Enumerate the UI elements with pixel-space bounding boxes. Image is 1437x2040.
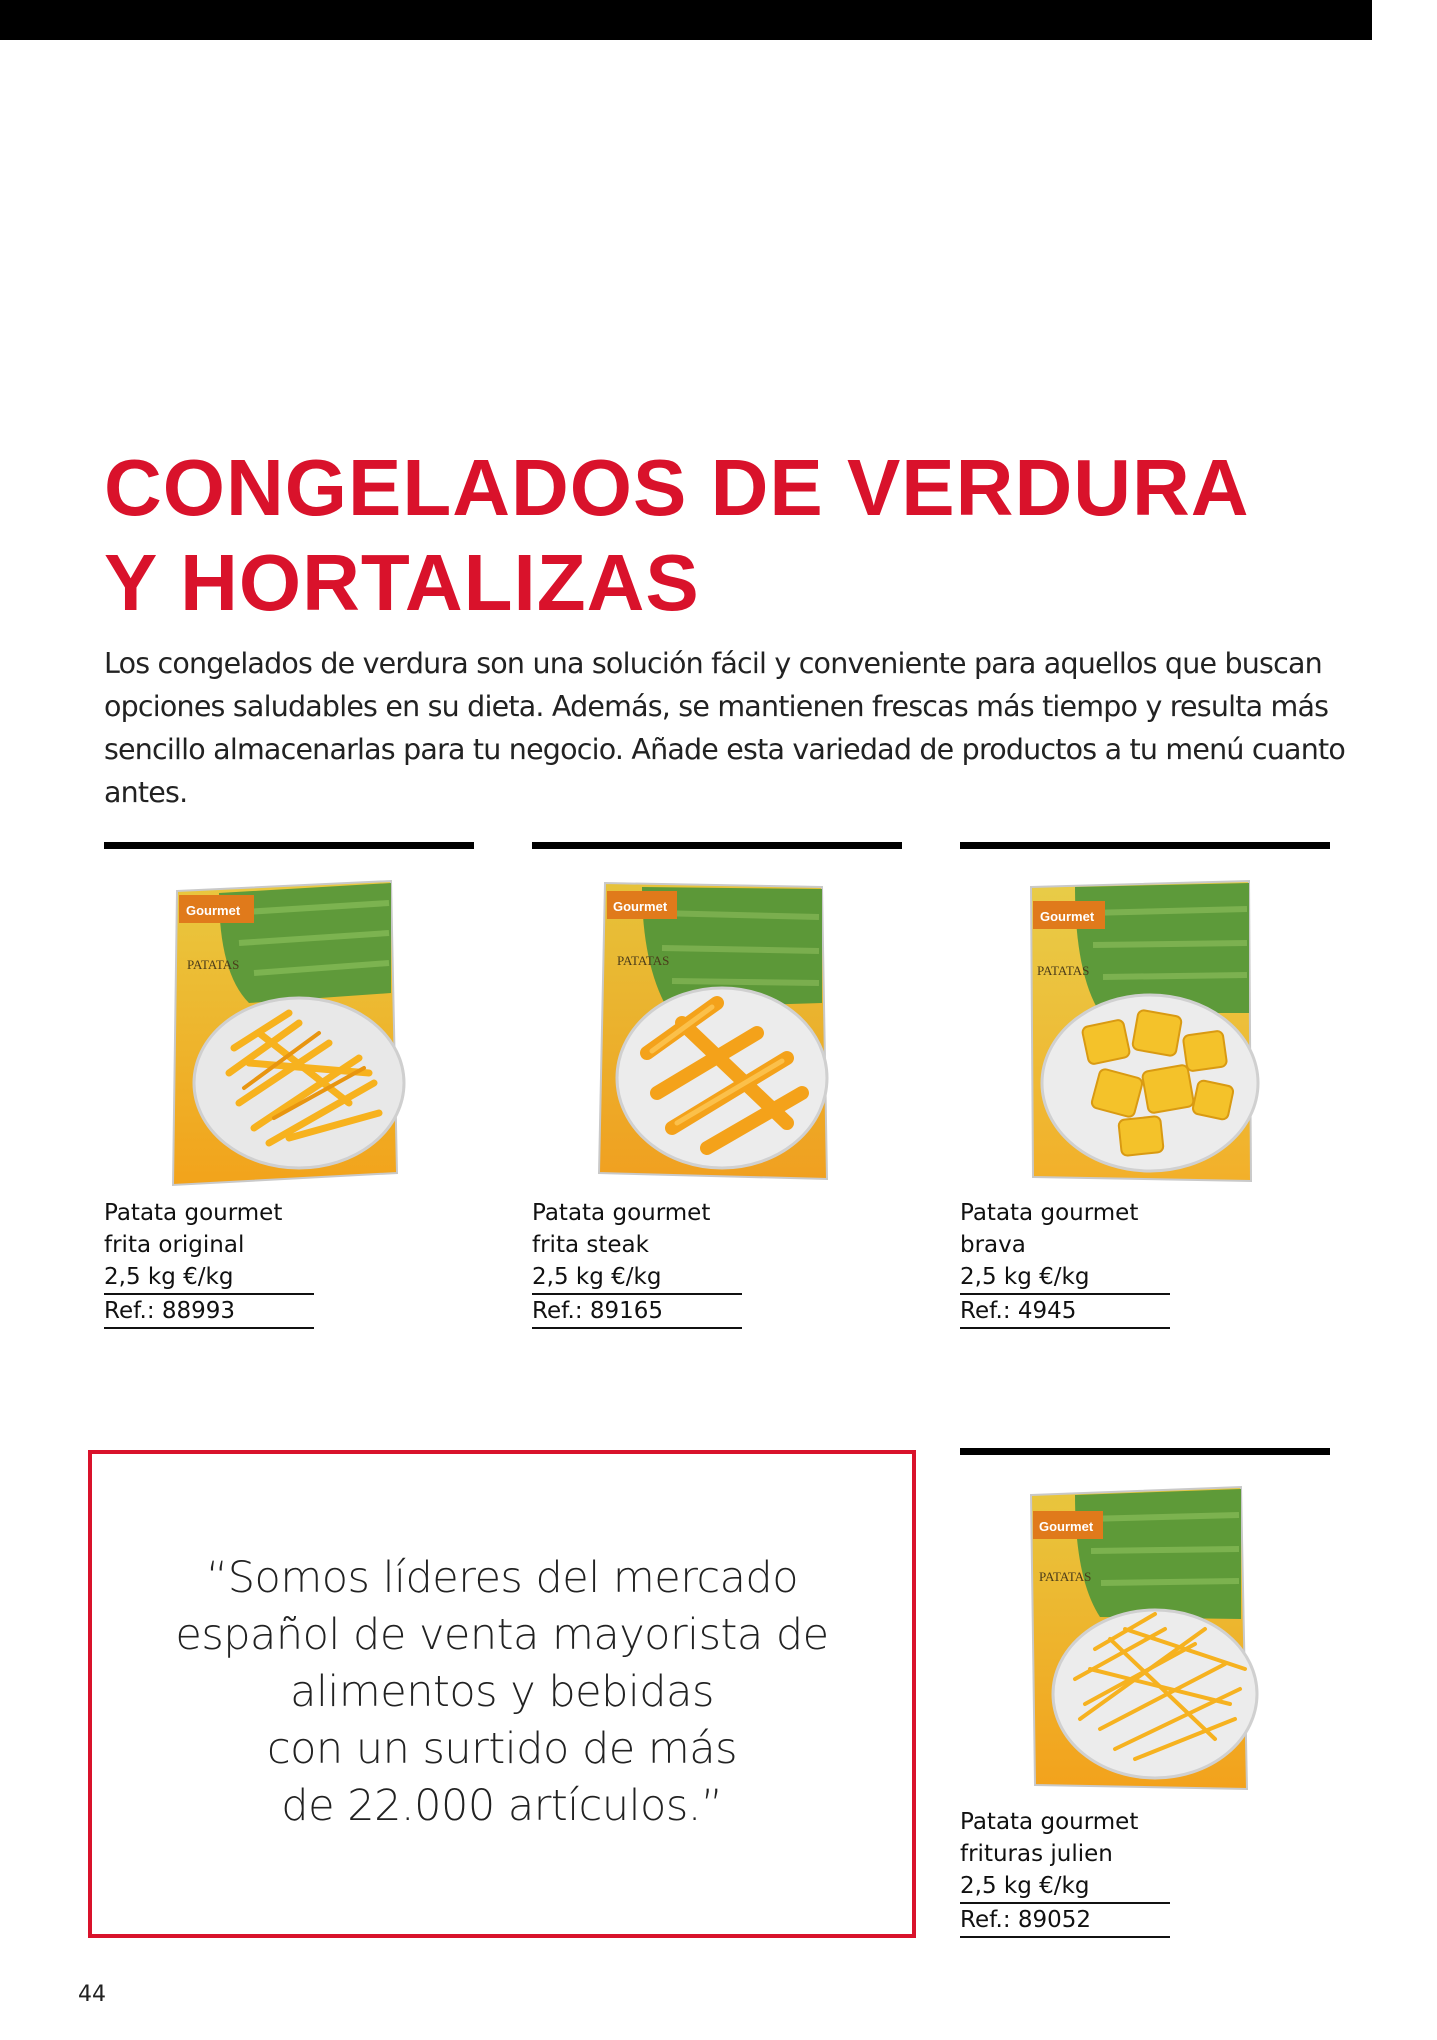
- product-rule: [104, 842, 474, 849]
- product-ref: Ref.: 88993: [104, 1295, 314, 1329]
- product-name-line-1: Patata gourmet: [960, 1200, 1139, 1226]
- quote-line: con un surtido de más: [266, 1724, 738, 1774]
- package-brand: Gourmet: [186, 903, 241, 918]
- quote-line: “Somos líderes del mercado: [205, 1553, 799, 1603]
- quote-line: de 22.000 artículos.”: [281, 1781, 723, 1831]
- product-weight: 2,5 kg €/kg: [532, 1261, 742, 1295]
- package-label: PATATAS: [1037, 963, 1090, 978]
- quote-box: [88, 1450, 916, 1938]
- package-label: PATATAS: [187, 957, 240, 972]
- page-title: [104, 440, 1250, 630]
- product-name-line-2: frita steak: [532, 1232, 649, 1258]
- product-info: [532, 1197, 742, 1329]
- product-ref: Ref.: 89165: [532, 1295, 742, 1329]
- product-info: [960, 1197, 1170, 1329]
- product-ref: Ref.: 4945: [960, 1295, 1170, 1329]
- intro-paragraph: Los congelados de verdura son una solución fácil y conveniente para aquellos que buscan opciones saludables en su dieta. Además, se mantienen frescas más tiempo y resulta más sencillo almacenarlas para tu negocio. Añade esta variedad de productos a tu menú cuanto antes.: [104, 647, 1345, 809]
- quote-line: español de venta mayorista de: [175, 1610, 829, 1660]
- product-rule: [960, 1448, 1330, 1455]
- title-line-2: Y HORTALIZAS: [104, 538, 700, 627]
- package-brand: Gourmet: [613, 899, 668, 914]
- product-name-line-1: Patata gourmet: [104, 1200, 283, 1226]
- product-name-line-1: Patata gourmet: [532, 1200, 711, 1226]
- product-name-line-2: frituras julien: [960, 1841, 1113, 1867]
- package-brand: Gourmet: [1040, 909, 1095, 924]
- quote-line: alimentos y bebidas: [290, 1667, 714, 1717]
- product-rule: [532, 842, 902, 849]
- product-rule: [960, 842, 1330, 849]
- product-weight: 2,5 kg €/kg: [960, 1870, 1170, 1904]
- product-weight: 2,5 kg €/kg: [960, 1261, 1170, 1295]
- product-info: [104, 1197, 314, 1329]
- product-name-line-2: frita original: [104, 1232, 245, 1258]
- product-card: [532, 842, 902, 1324]
- page-number: 44: [78, 1982, 106, 2007]
- product-name-line-1: Patata gourmet: [960, 1809, 1139, 1835]
- package-label: PATATAS: [617, 953, 670, 968]
- product-card: [960, 842, 1330, 1324]
- product-card: [960, 1448, 1330, 1933]
- product-weight: 2,5 kg €/kg: [104, 1261, 314, 1295]
- fries-package-image: [159, 873, 409, 1193]
- package-brand: Gourmet: [1039, 1519, 1094, 1534]
- title-line-1: CONGELADOS DE VERDURA: [104, 443, 1250, 532]
- product-info: [960, 1806, 1170, 1938]
- product-name-line-2: brava: [960, 1232, 1026, 1258]
- steak-fries-package-image: [587, 873, 837, 1193]
- brava-potatoes-package-image: [1015, 873, 1265, 1193]
- product-card: [104, 842, 474, 1324]
- product-ref: Ref.: 89052: [960, 1904, 1170, 1938]
- package-label: PATATAS: [1039, 1569, 1092, 1584]
- julienne-fries-package-image: [1015, 1479, 1265, 1799]
- top-bar: [0, 0, 1372, 40]
- quote-text: [92, 1550, 912, 1835]
